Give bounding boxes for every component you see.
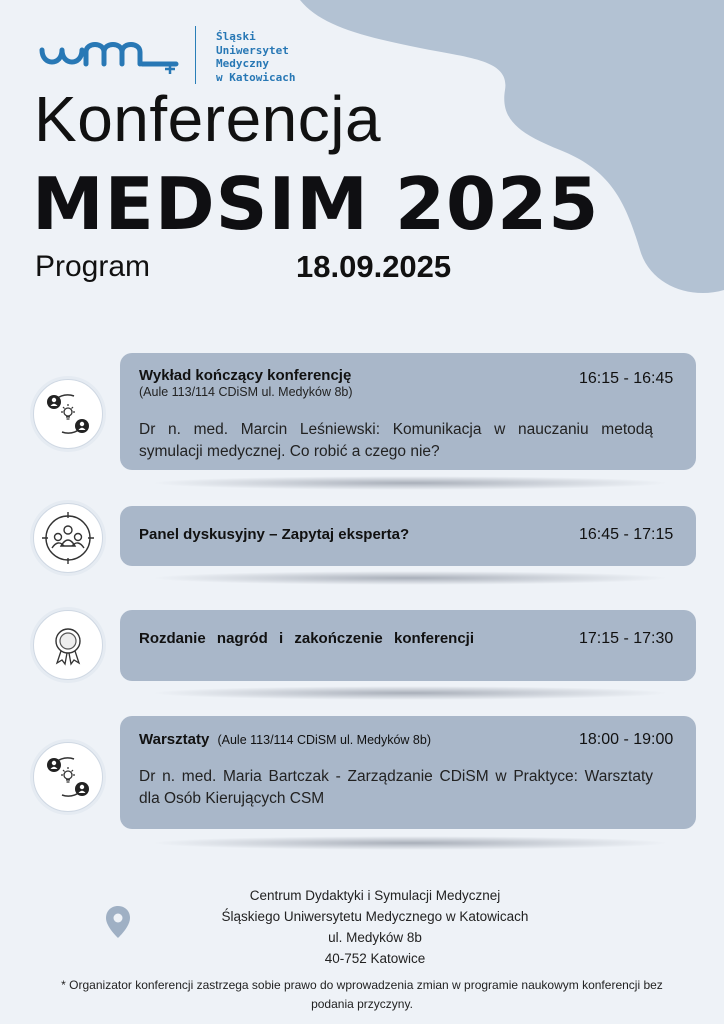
logo-line-4: w Katowicach [216,70,296,84]
event-icon-1 [33,379,103,449]
address-line-3: ul. Medyków 8b [328,930,422,945]
address-line-4: 40-752 Katowice [324,951,426,966]
event-time: 16:15 - 16:45 [579,370,674,387]
group-target-icon [34,504,102,572]
logo-line-1: Śląski [216,30,256,43]
address-line-1: Centrum Dydaktyki i Symulacji Medycznej [249,888,501,903]
event-time: 16:45 - 17:15 [579,526,674,543]
event-time: 18:00 - 19:00 [579,731,674,748]
sum-logo-mark-icon [38,36,183,76]
event-card-panel [120,506,696,566]
event-title: Rozdanie nagród i zakończenie konferencji [139,630,474,647]
program-date: 18.09.2025 [296,249,452,284]
logo-text [216,30,295,84]
event-location: (Aule 113/114 CDiSM ul. Medyków 8b) [139,385,353,399]
address-line-2: Śląskiego Uniwersytetu Medycznego w Katowicach [221,909,529,924]
event-title: Wykład kończący konferencję [139,367,352,384]
program-label: Program [35,250,151,283]
event-description: Dr n. med. Marcin Leśniewski: Komunikacja w nauczaniu metodą symulacji medycznej. Co robić a czego nie? [139,421,653,460]
card-shadow [150,476,670,490]
event-time: 17:15 - 17:30 [579,630,674,647]
location-pin-icon [105,905,131,939]
logo-divider [195,26,196,84]
disclaimer-note: * Organizator konferencji zastrzega sobie prawo do wprowadzenia zmian w programie naukowym konferencji bez podania przyczyny. [61,978,663,1011]
logo-line-2: Uniwersytet [216,43,289,57]
event-title [139,731,431,748]
card-shadow [150,571,670,585]
card-shadow [150,836,670,850]
address-block [150,885,600,969]
card-shadow [150,686,670,700]
event-card-workshops [120,716,696,829]
title-konferencja: Konferencja [34,83,382,155]
award-ribbon-icon [34,611,102,679]
event-location: (Aule 113/114 CDiSM ul. Medyków 8b) [217,733,432,747]
event-title: Panel dyskusyjny – Zapytaj eksperta? [139,526,410,543]
event-icon-4 [33,742,103,812]
event-card-awards [120,610,696,681]
people-idea-icon [34,743,102,811]
logo-line-3: Medyczny [216,57,269,70]
event-icon-2 [33,503,103,573]
university-logo [38,26,318,90]
event-description: Dr n. med. Maria Bartczak - Zarządzanie CDiSM w Praktyce: Warsztaty dla Osób Kierujących CSM [139,768,653,807]
event-title-text: Warsztaty [139,731,210,748]
people-idea-icon [34,380,102,448]
event-card-closing-lecture [120,353,696,470]
event-icon-3 [33,610,103,680]
title-medsim: MEDSIM 2025 [32,162,600,246]
